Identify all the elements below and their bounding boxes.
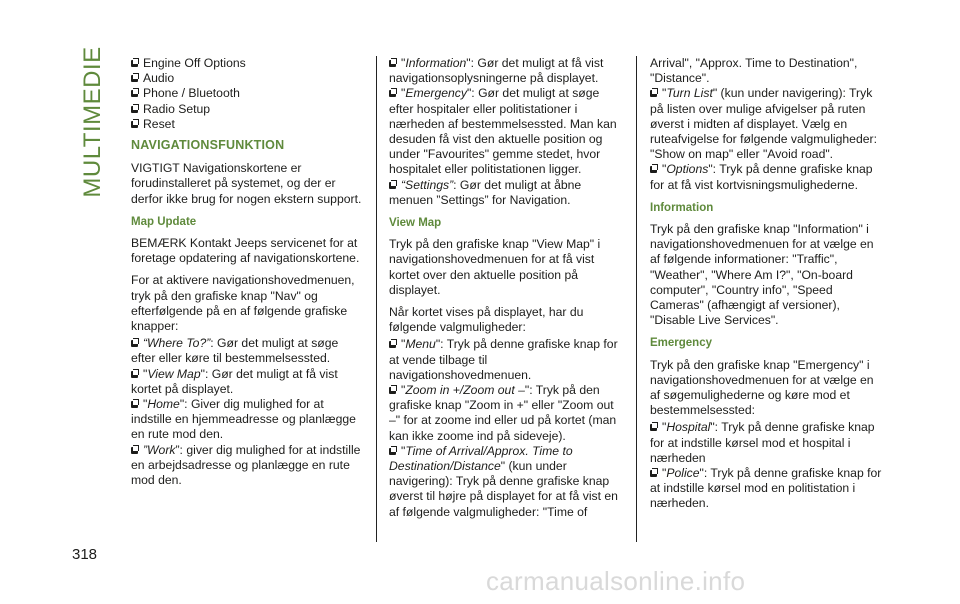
menu-button-icon [650, 470, 657, 477]
menu-button-icon [389, 341, 396, 348]
list-item: "Information": Gør det muligt at få vist navigationsoplysningerne på displayet. [389, 56, 604, 86]
information-paragraph: Tryk på den grafiske knap "Information" i navigationshovedmenuen for at vælge en af følgende informationer: "Traffic", "Weather", "Where Am I?", "On-board computer", "Country info", "Speed Cameras" (afhængigt af versioner), "Disable Live Services". [650, 222, 874, 328]
list-item: ”Work”: giver dig mulighed for at indstille en arbejdsadresse og planlægge en rute mod den. [131, 442, 361, 488]
list-item: Radio Setup [131, 102, 363, 117]
section-heading: NAVIGATIONSFUNKTION [131, 138, 285, 153]
section-title: MULTIMEDIE [79, 46, 106, 198]
list-item: Engine Off Options [131, 56, 363, 71]
view-map-options-paragraph: Når kortet vises på displayet, har du følgende valgmuligheder: [389, 305, 584, 335]
column-divider [376, 56, 377, 542]
subheading-view-map: View Map [389, 217, 442, 230]
menu-button-icon [389, 387, 396, 394]
continued-text: Arrival", "Approx. Time to Destination", "Distance". [650, 56, 858, 86]
subheading-emergency: Emergency [650, 337, 713, 350]
page-number: 318 [72, 546, 98, 563]
list-item: "View Map": Gør det muligt at få vist kortet på displayet. [131, 366, 338, 396]
menu-button-icon [389, 182, 396, 189]
list-item: "Home": Giver dig mulighed for at indstille en hjemmeadresse og planlægge en rute mod den. [131, 397, 356, 442]
list-item: Audio [131, 71, 363, 86]
menu-button-icon [389, 90, 396, 97]
list-item: "Hospital": Tryk på denne grafiske knap for at indstille kørsel mod et hospital i nærheden [650, 420, 875, 465]
column-3 [650, 56, 885, 512]
menu-button-icon [650, 424, 657, 431]
intro-paragraph: VIGTIGT Navigationskortene er forudinstalleret på systemet, og der er derfor ikke brug for nogen ekstern support. [131, 161, 362, 206]
subheading-map-update: Map Update [131, 215, 197, 228]
view-map-paragraph: Tryk på den grafiske knap "View Map" i navigationshovedmenuen for at få vist kortet over den aktuelle position på displayet. [389, 237, 601, 297]
list-item: "Menu": Tryk på denne grafiske knap for at vende tilbage til navigationshovedmenuen. [389, 337, 618, 382]
list-item: "Police": Tryk på denne grafiske knap for at indstille kørsel mod en politistation i nærheden. [650, 466, 882, 511]
column-divider [636, 56, 637, 542]
section-tab [77, 46, 109, 198]
menu-button-icon [131, 340, 138, 347]
subheading-information: Information [650, 201, 714, 214]
list-item: "Zoom in +/Zoom out –": Tryk på den grafiske knap "Zoom in +" eller "Zoom out –" for at zoome ind eller ud på kortet (man kan ikke zoome ind på sideveje). [389, 383, 617, 443]
column-1 [131, 56, 363, 488]
activate-paragraph: For at aktivere navigationshovedmenuen, tryk på den grafiske knap "Nav" og efterfølgende på en af følgende grafiske knapper: [131, 273, 355, 334]
menu-button-icon [131, 447, 138, 454]
list-item: “Where To?”: Gør det muligt at søge efter eller køre til bestemmelsessted. [131, 336, 339, 366]
column-2 [389, 56, 624, 520]
list-item: "Options": Tryk på denne grafiske knap for at få vist kortvisningsmulighederne. [650, 162, 873, 192]
watermark: carmanualsonline.info [486, 566, 746, 596]
menu-button-icon [131, 60, 138, 67]
menu-button-icon [131, 106, 138, 113]
emergency-paragraph: Tryk på den grafiske knap "Emergency" i navigationshovedmenuen for at vælge en af søgemulighederne og køre mod et bestemmelsessted: [650, 357, 874, 418]
list-item: “Settings”: Gør det muligt at åbne menuen ”Settings” for Navigation. [389, 177, 582, 207]
menu-button-icon [131, 371, 138, 378]
menu-button-icon [650, 90, 657, 97]
menu-button-icon [131, 121, 138, 128]
list-item: Reset [131, 117, 363, 132]
list-item: "Emergency": Gør det muligt at søge efter hospitaler eller politistationer i nærheden af bestemmelsessted. Man kan desuden få vist den aktuelle position og under "Favourites" gemme stedet, hvor hospitalet eller politistationen ligger. [389, 86, 617, 177]
menu-button-icon [131, 90, 138, 97]
menu-button-icon [131, 75, 138, 82]
menu-button-icon [389, 448, 396, 455]
map-update-paragraph: BEMÆRK Kontakt Jeeps servicenet for at foretage opdatering af navigationskortene. [131, 236, 360, 266]
menu-button-icon [650, 166, 657, 173]
menu-button-icon [131, 401, 138, 408]
list-item: "Time of Arrival/Approx. Time to Destination/Distance" (kun under navigering): Tryk på denne grafiske knap øverst til højre på displayet for at få vist en af følgende valgmuligheder: "Time of [389, 443, 618, 519]
list-item: Phone / Bluetooth [131, 86, 363, 101]
menu-button-icon [389, 60, 396, 67]
list-item: "Turn List" (kun under navigering): Tryk på listen over mulige afvigelser på ruten øverst i midten af displayet. Vælg en ruteafvigelse for følgende valgmuligheder: "Show on map" eller "Avoid road". [650, 86, 877, 162]
